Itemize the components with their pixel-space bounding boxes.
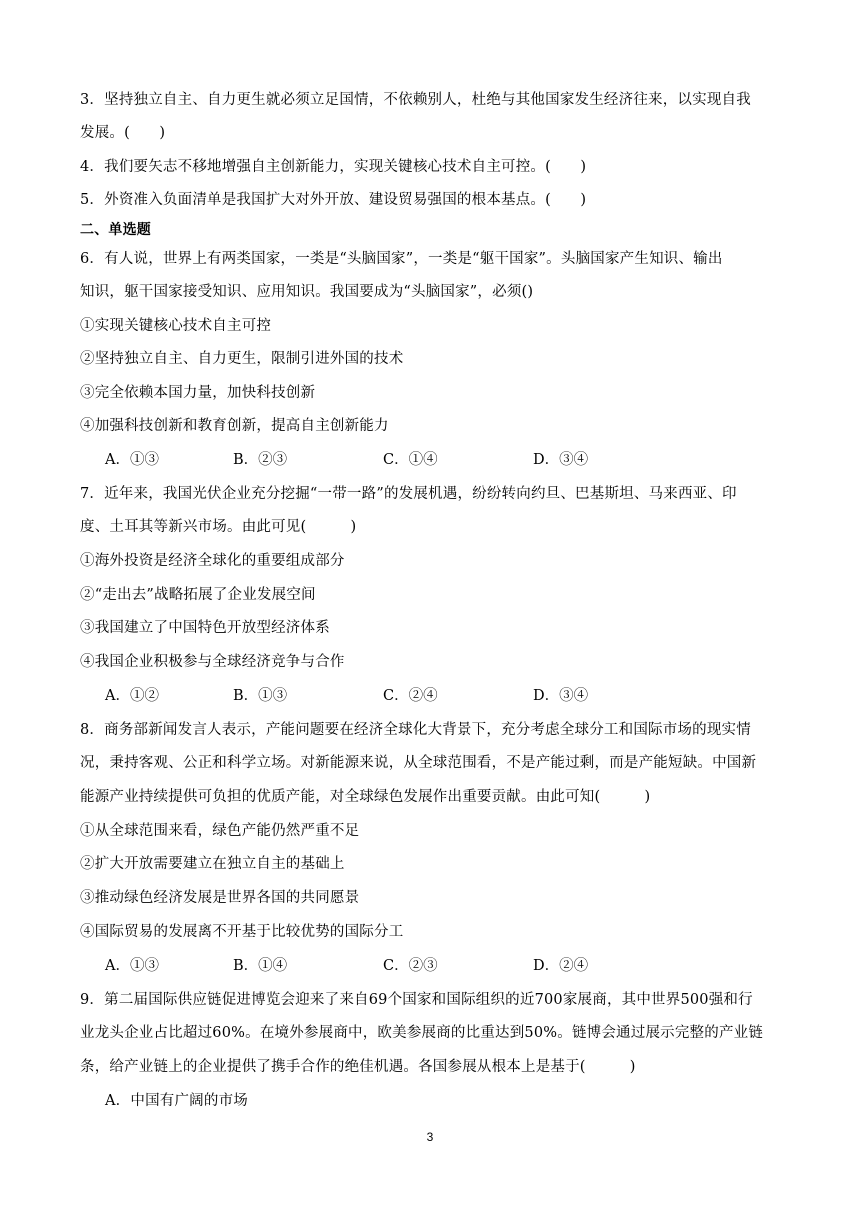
q6-option-b: B．②③ [233,452,288,468]
q7-stem-line2: 度、土耳其等新兴市场。由此可见( ) [80,519,357,535]
q7-option-c: C．②④ [383,688,438,704]
q6-stem-line2: 知识，躯干国家接受知识、应用知识。我国要成为“头脑国家”，必须() [80,284,534,300]
section-heading-single-choice: 二、单选题 [80,222,151,238]
q6-statement-2: ②坚持独立自主、自力更生，限制引进外国的技术 [80,351,404,367]
q9-stem-line3: 条，给产业链上的企业提供了携手合作的绝佳机遇。各国参展从根本上是基于( ) [80,1059,636,1075]
q6-statement-4: ④加强科技创新和教育创新，提高自主创新能力 [80,418,389,434]
q8-statement-4: ④国际贸易的发展离不开基于比较优势的国际分工 [80,924,404,940]
q6-statement-1: ①实现关键核心技术自主可控 [80,318,272,334]
q7-statement-1: ①海外投资是经济全球化的重要组成部分 [80,553,345,569]
q6-stem-line1: 6．有人说，世界上有两类国家，一类是“头脑国家”，一类是“躯干国家”。头脑国家产生知识、输出 [80,251,723,267]
q7-option-d: D．③④ [533,688,589,704]
q3-line1: 3．坚持独立自主、自力更生就必须立足国情，不依赖别人，杜绝与其他国家发生经济往来，以实现自我 [80,92,751,108]
q7-statement-2: ②“走出去”战略拓展了企业发展空间 [80,587,316,603]
q6-option-a: A．①③ [105,452,159,468]
q8-option-a: A．①③ [105,958,159,974]
q4-text: 4．我们要矢志不移地增强自主创新能力，实现关键核心技术自主可控。( ) [80,159,587,175]
q8-option-d: D．②④ [533,958,589,974]
q9-stem-line1: 9．第二届国际供应链促进博览会迎来了来自69个国家和国际组织的近700家展商，其中世界500强和行 [80,992,753,1008]
q6-statement-3: ③完全依赖本国力量，加快科技创新 [80,385,316,401]
q8-statement-3: ③推动绿色经济发展是世界各国的共同愿景 [80,890,360,906]
q8-stem-line2: 况，秉持客观、公正和科学立场。对新能源来说，从全球范围看，不是产能过剩，而是产能短缺。中国新 [80,755,757,771]
q6-option-c: C．①④ [383,452,438,468]
q7-stem-line1: 7．近年来，我国光伏企业充分挖掘“一带一路”的发展机遇，纷纷转向约旦、巴基斯坦、马来西亚、印 [80,486,737,502]
q6-option-d: D．③④ [533,452,589,468]
q8-stem-line1: 8．商务部新闻发言人表示，产能问题要在经济全球化大背景下，充分考虑全球分工和国际市场的现实情 [80,722,751,738]
q8-stem-line3: 能源产业持续提供可负担的优质产能，对全球绿色发展作出重要贡献。由此可知( ) [80,789,651,805]
q7-statement-3: ③我国建立了中国特色开放型经济体系 [80,620,330,636]
q8-option-b: B．①④ [233,958,288,974]
q8-option-c: C．②③ [383,958,438,974]
q7-statement-4: ④我国企业积极参与全球经济竞争与合作 [80,654,345,670]
page-number: 3 [426,1130,434,1144]
q9-stem-line2: 业龙头企业占比超过60%。在境外参展商中，欧美参展商的比重达到50%。链博会通过展示完整的产业链 [80,1025,764,1041]
q3-line2: 发展。( ) [80,125,166,141]
q8-statement-2: ②扩大开放需要建立在独立自主的基础上 [80,856,345,872]
q7-option-b: B．①③ [233,688,288,704]
q5-text: 5．外资准入负面清单是我国扩大对外开放、建设贸易强国的根本基点。( ) [80,192,587,208]
q8-statement-1: ①从全球范围来看，绿色产能仍然严重不足 [80,823,360,839]
q9-option-a: A．中国有广阔的市场 [105,1093,248,1109]
q7-option-a: A．①② [105,688,159,704]
